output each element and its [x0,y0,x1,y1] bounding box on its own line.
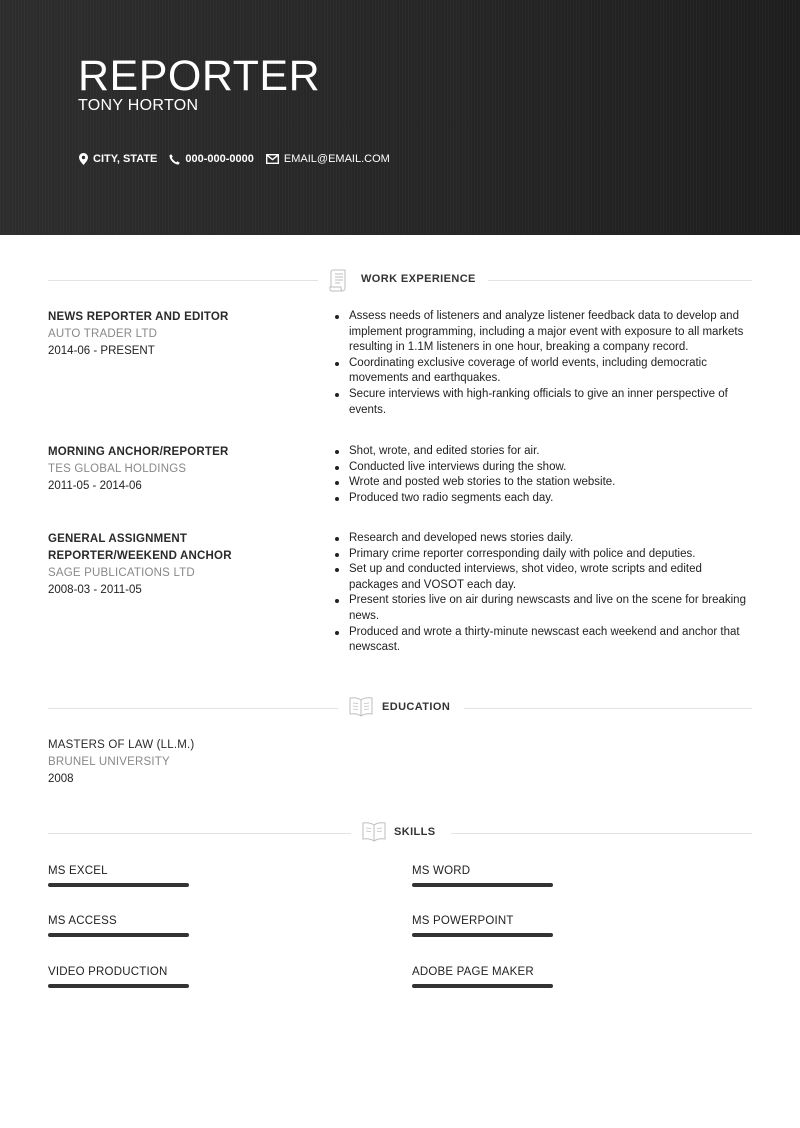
skill-level-bar [48,984,189,988]
degree: MASTERS OF LAW (LL.M.) [48,739,195,751]
graduation-year: 2008 [48,773,74,785]
divider-line [451,833,752,834]
list-item: Secure interviews with high-ranking officials to give an inner perspective of events. [349,387,754,418]
section-title: SKILLS [394,826,436,838]
skill-item [412,864,553,887]
location-pin-icon [79,153,88,165]
section-title: WORK EXPERIENCE [361,273,476,285]
work-entry-meta [48,531,303,599]
contact-email [266,153,390,165]
section-heading-work [48,268,752,292]
school: BRUNEL UNIVERSITY [48,756,170,768]
job-role: MORNING ANCHOR/REPORTER [48,446,229,458]
contact-phone [169,153,254,165]
list-item: Set up and conducted interviews, shot video, wrote scripts and edited packages and VOSOT each day. [349,562,754,593]
employer: TES GLOBAL HOLDINGS [48,463,187,475]
skill-name: MS ACCESS [48,915,117,927]
skill-name: MS WORD [412,865,471,877]
education-entry-meta [48,737,308,788]
skill-level-bar [48,933,189,937]
envelope-icon [266,154,279,164]
skill-item [48,864,189,887]
skill-level-bar [412,984,553,988]
employer: AUTO TRADER LTD [48,328,158,340]
section-heading-skills [48,821,752,845]
duties-list [349,309,754,418]
contact-row [79,153,402,165]
phone-text: 000-000-0000 [185,153,254,165]
open-book-icon [348,696,374,718]
divider-line [48,280,318,281]
job-role: NEWS REPORTER AND EDITOR [48,311,229,323]
list-item: Present stories live on air during newscasts and live on the scene for breaking news. [349,593,754,624]
skill-name: MS POWERPOINT [412,915,514,927]
list-item: Produced and wrote a thirty-minute newscast each weekend and anchor that newscast. [349,625,754,656]
list-item: Coordinating exclusive coverage of world events, including democratic movements and earthquakes. [349,356,754,387]
job-role: GENERAL ASSIGNMENT REPORTER/WEEKEND ANCHOR [48,533,232,562]
skill-name: VIDEO PRODUCTION [48,966,168,978]
resume-header [0,0,800,235]
list-item: Primary crime reporter corresponding daily with police and deputies. [349,547,754,563]
list-item: Conducted live interviews during the show. [349,460,754,476]
divider-line [488,280,752,281]
skill-item [412,965,553,988]
divider-line [48,833,351,834]
skill-level-bar [412,933,553,937]
job-title: REPORTER [78,52,321,100]
list-item: Assess needs of listeners and analyze listener feedback data to develop and implement programming, including a major event with exposure to all markets resulting in 1.1M listeners in one hour, breaking a company record. [349,309,754,356]
list-item: Research and developed news stories daily. [349,531,754,547]
section-title: EDUCATION [382,701,451,713]
date-range: 2014-06 - PRESENT [48,345,155,357]
date-range: 2011-05 - 2014-06 [48,480,142,492]
person-name: TONY HORTON [78,97,199,114]
list-item: Produced two radio segments each day. [349,491,754,507]
duties-list [349,531,754,656]
skill-item [412,914,553,937]
skill-level-bar [412,883,553,887]
skill-name: ADOBE PAGE MAKER [412,966,534,978]
skill-level-bar [48,883,189,887]
duties-list [349,444,754,506]
email-text: EMAIL@EMAIL.COM [283,153,390,165]
list-item: Wrote and posted web stories to the station website. [349,475,754,491]
section-heading-education [48,696,752,720]
skill-item [48,914,189,937]
phone-icon [169,154,180,165]
work-entry-meta [48,444,308,495]
contact-location [79,153,157,165]
scroll-icon [328,268,350,292]
skill-name: MS EXCEL [48,865,108,877]
divider-line [48,708,338,709]
date-range: 2008-03 - 2011-05 [48,584,142,596]
location-text: CITY, STATE [93,153,158,165]
book-icon [361,821,387,843]
list-item: Shot, wrote, and edited stories for air. [349,444,754,460]
work-entry-meta [48,309,308,360]
employer: SAGE PUBLICATIONS LTD [48,567,195,579]
divider-line [464,708,752,709]
skill-item [48,965,189,988]
